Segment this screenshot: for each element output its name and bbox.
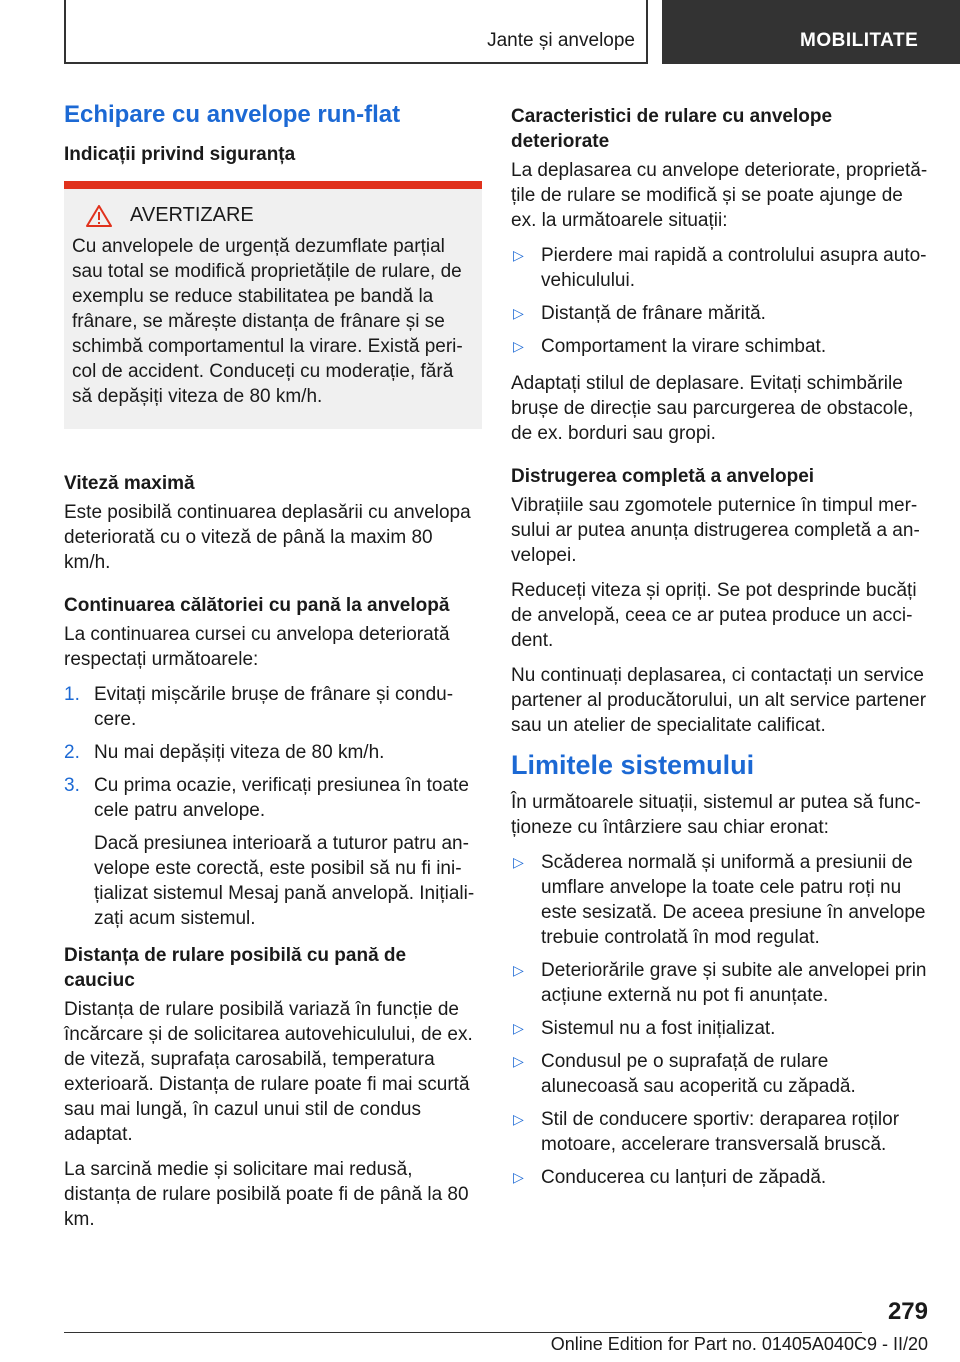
list-item-text: Distanță de frânare mărită. — [541, 303, 766, 324]
step-number: 2. — [64, 742, 80, 763]
continue-section — [64, 593, 482, 931]
list-item-text: Pierdere mai rapidă a controlului asupra autovehiculului. — [541, 245, 927, 291]
destroy-text-3: Nu continuați deplasarea, ci contactați un service partener al producătorului, un alt service partener sau un atelier de specialitate calificat. — [511, 665, 927, 736]
limits-list — [511, 850, 929, 1190]
destroy-text: Vibrațiile sau zgomotele puternice în timpul mersului ar putea anunța distrugerea completă a anvelopei. — [511, 495, 920, 566]
list-item-text: Condusul pe o suprafață de rulare alunecoasă sau acoperită cu zăpadă. — [541, 1051, 856, 1097]
list-item — [511, 850, 929, 950]
header-section-title: Jante și anvelope — [487, 30, 635, 51]
continue-heading: Continuarea călătoriei cu pană la anvelopă — [64, 595, 450, 616]
warning-box — [64, 181, 482, 429]
step-note: Dacă presiunea interioară a tuturor patru anvelope este corectă, este posibil să nu fi inițializat sistemul Mesaj pană anvelopă. Inițializați acum sistemul. — [94, 833, 475, 929]
step-number: 1. — [64, 684, 80, 705]
range-text-2: La sarcină medie și solicitare mai redusă, distanța de rulare posibilă poate fi de până la 80 km. — [64, 1159, 469, 1230]
list-item — [64, 682, 482, 732]
list-item — [511, 334, 929, 359]
bullet-triangle-icon: ▷ — [513, 1020, 524, 1036]
bullet-triangle-icon: ▷ — [513, 305, 524, 321]
bullet-triangle-icon: ▷ — [513, 854, 524, 870]
range-section — [64, 943, 482, 1232]
right-column — [511, 104, 929, 1202]
bullet-triangle-icon: ▷ — [513, 338, 524, 354]
step-text: Nu mai depășiți viteza de 80 km/h. — [94, 742, 385, 763]
damaged-list — [511, 243, 929, 359]
damaged-heading: Caracteristici de rulare cu anvelope deteriorate — [511, 106, 833, 152]
list-item — [511, 301, 929, 326]
range-heading: Distanța de rulare posibilă cu pană de cauciuc — [64, 945, 407, 991]
list-item-text: Deteriorările grave și subite ale anvelopei prin acțiune externă nu pot fi anunțate. — [541, 960, 927, 1006]
list-item-text: Stil de conducere sportiv: deraparea roților motoare, accelerare transversală bruscă. — [541, 1109, 900, 1155]
list-item — [511, 958, 929, 1008]
destroy-heading: Distrugerea completă a anvelopei — [511, 466, 815, 487]
warning-triangle-icon — [86, 205, 112, 227]
range-text: Distanța de rulare posibilă variază în funcție de încărcare și de solicitarea autovehiculului, de ex. de viteză, suprafața carosabilă, temperatura exterioară. Distanța de rulare poate fi mai scurtă sau mai lungă, în cazul unui stil de condus adaptat. — [64, 999, 473, 1145]
max-speed-heading: Viteză maximă — [64, 473, 195, 494]
list-item — [511, 1016, 929, 1041]
destroy-text-2: Reduceți viteza și opriți. Se pot desprinde bucăți de anvelopă, ceea ce ar putea produce un accident. — [511, 580, 917, 651]
warning-text: Cu anvelopele de urgență dezumflate parțial sau total se modifică proprietățile de rulare, de exemplu se reduce stabilitatea pe bandă la frânare, se mărește distanța de frânare și se schimbă comportamentul la virare. Există pericol de accident. Conduceți cu moderație, fără să depășiți viteza de 80 km/h. — [72, 236, 463, 407]
list-item — [511, 1049, 929, 1099]
footer-edition — [64, 1334, 928, 1355]
bullet-triangle-icon: ▷ — [513, 1111, 524, 1127]
list-item-text: Sistemul nu a fost inițializat. — [541, 1018, 776, 1039]
limits-text: În următoarele situații, sistemul ar putea să funcționeze cu întârziere sau chiar eronat: — [511, 792, 921, 838]
limits-title: Limitele sistemului — [511, 750, 755, 780]
list-item — [511, 1107, 929, 1157]
max-speed-text: Este posibilă continuarea deplasării cu anvelopa deteriorată cu o viteză de până la maxim 80 km/h. — [64, 502, 471, 573]
step-text: Evitați mișcările brușe de frânare și conducere. — [94, 684, 454, 730]
damaged-text: La deplasarea cu anvelope deteriorate, proprietățile de rulare se modifică și se poate ajunge de ex. la următoarele situații: — [511, 160, 928, 231]
list-item — [511, 243, 929, 293]
warning-label: AVERTIZARE — [130, 204, 254, 226]
step-text: Cu prima ocazie, verificați presiunea în toate cele patru anvelope. — [94, 775, 469, 821]
bullet-triangle-icon: ▷ — [513, 962, 524, 978]
section-title: Echipare cu anvelope run-flat — [64, 101, 401, 128]
footer-divider — [64, 1332, 862, 1333]
list-item-text: Conducerea cu lanțuri de zăpadă. — [541, 1167, 827, 1188]
list-item — [511, 1165, 929, 1190]
bullet-triangle-icon: ▷ — [513, 247, 524, 263]
bullet-triangle-icon: ▷ — [513, 1169, 524, 1185]
damaged-advice: Adaptați stilul de deplasare. Evitați schimbările brușe de direcție sau parcurgerea de obstacole, de ex. borduri sau gropi. — [511, 373, 914, 444]
max-speed-section — [64, 471, 482, 575]
list-item-text: Comportament la virare schimbat. — [541, 336, 827, 357]
list-item — [64, 773, 482, 931]
left-column — [64, 100, 482, 1242]
steps-list — [64, 682, 482, 931]
header-chapter-tab: MOBILITATE — [662, 0, 960, 64]
list-item — [64, 740, 482, 765]
edition-text: Online Edition for Part no. 01405A040C9 - II/20 — [550, 1334, 928, 1354]
list-item-text: Scăderea normală și uniformă a presiunii de umflare anvelope la toate cele patru roți nu este sesizată. De aceea presiune în anvelope trebuie controlată în mod regulat. — [541, 852, 926, 948]
page-number: 279 — [887, 1298, 928, 1325]
warning-header — [72, 203, 474, 228]
safety-heading: Indicații privind siguranța — [64, 144, 296, 165]
step-number: 3. — [64, 775, 80, 796]
bullet-triangle-icon: ▷ — [513, 1053, 524, 1069]
continue-text: La continuarea cursei cu anvelopa deteriorată respectați următoarele: — [64, 624, 450, 670]
